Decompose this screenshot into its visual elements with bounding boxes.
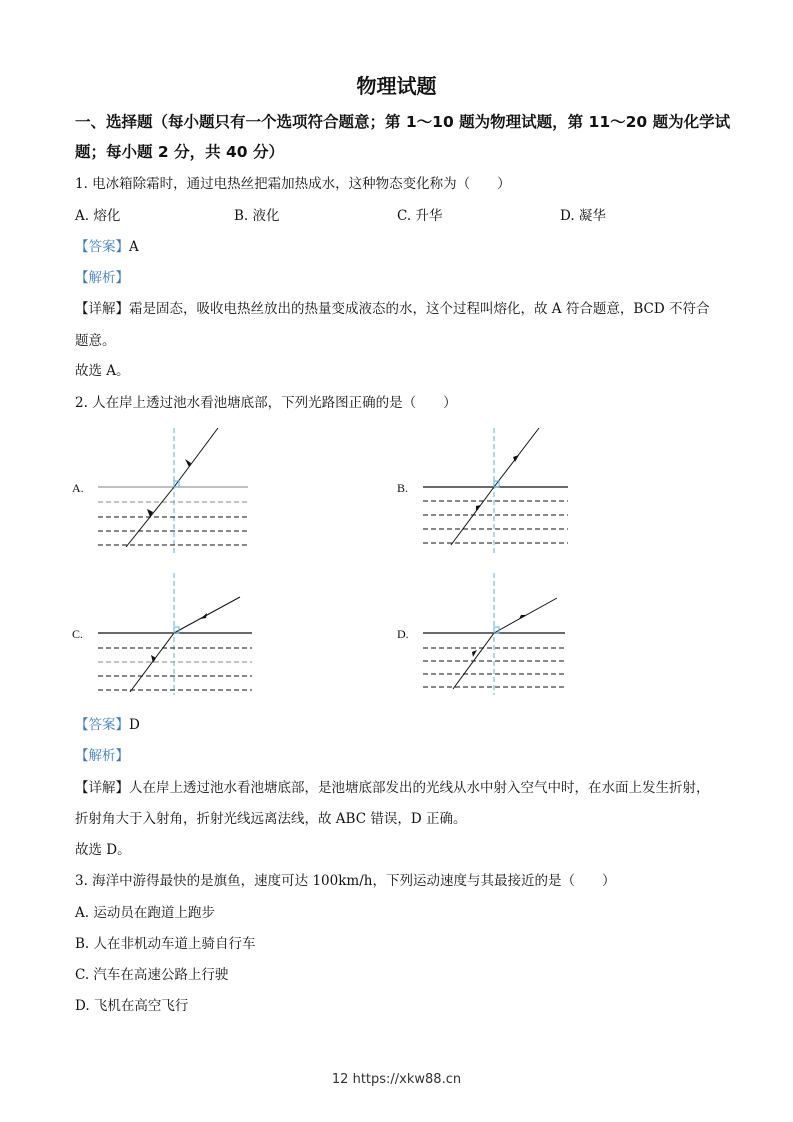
light-ray-water: [451, 487, 494, 545]
arrow-head: [147, 509, 153, 517]
diagram-c-label: C.: [72, 627, 84, 641]
q1-conclusion: 故选 A。: [75, 363, 130, 379]
diagram-d: [415, 570, 585, 700]
q3-option-d: D. 飞机在高空飞行: [75, 998, 189, 1014]
q2-stem: 2. 人在岸上透过池水看池塘底部，下列光路图正确的是（ ）: [75, 395, 457, 411]
q1-analysis-tag: 【解析】: [75, 270, 129, 286]
q2-detail-text: 人在岸上透过池水看池塘底部，是池塘底部发出的光线从水中射入空气中时，在水面上发生折射，: [129, 780, 710, 796]
q1-answer: A: [129, 239, 139, 255]
page-footer: 12 https://xkw88.cn: [331, 1072, 462, 1087]
q3-stem: 3. 海洋中游得最快的是旗鱼，速度可达 100km/h，下列运动速度与其最接近的是（ ）: [75, 873, 616, 889]
q1-option-d: D. 凝华: [560, 208, 606, 224]
q3-option-c: C. 汽车在高速公路上行驶: [75, 967, 229, 983]
q2-answer-row: [75, 713, 140, 733]
light-ray-air: [174, 428, 218, 487]
diagram-d-label: D.: [397, 627, 409, 641]
q3-option-b: B. 人在非机动车道上骑自行车: [75, 936, 256, 952]
q1-detail-line1: [75, 297, 709, 317]
page-title: 物理试题: [356, 74, 437, 98]
q2-answer-tag: 【答案】: [75, 717, 129, 733]
q2-answer: D: [129, 717, 140, 733]
diagram-b-label: B.: [397, 481, 409, 495]
q1-detail-text: 霜是固态，吸收电热丝放出的热量变成液态的水，这个过程叫熔化，故 A 符合题意，BCD 不符合: [129, 301, 710, 317]
light-ray-air: [494, 598, 557, 633]
diagram-c: [90, 570, 260, 700]
q1-option-a: A. 熔化: [75, 208, 121, 224]
light-ray-air: [174, 597, 240, 633]
q1-stem: 1. 电冰箱除霜时，通过电热丝把霜加热成水，这种物态变化称为（ ）: [75, 176, 511, 192]
q1-option-c: C. 升华: [397, 208, 443, 224]
q1-answer-row: [75, 235, 139, 255]
diagram-a: [90, 425, 260, 555]
q3-option-a: A. 运动员在跑道上跑步: [75, 905, 215, 921]
q2-detail-tag: 【详解】: [75, 780, 129, 796]
diagram-b: [415, 425, 585, 555]
section-heading-line2: 题；每小题 2 分，共 40 分）: [75, 143, 284, 161]
light-ray-water: [130, 633, 174, 692]
q2-analysis-tag: 【解析】: [75, 748, 129, 764]
q1-detail-line2: 题意。: [75, 333, 116, 349]
q1-detail-tag: 【详解】: [75, 301, 129, 317]
q2-detail-line2: 折射角大于入射角，折射光线远离法线，故 ABC 错误，D 正确。: [75, 811, 467, 827]
q1-option-b: B. 液化: [234, 208, 280, 224]
q1-answer-tag: 【答案】: [75, 239, 129, 255]
diagram-a-label: A.: [72, 481, 84, 495]
q2-conclusion: 故选 D。: [75, 842, 131, 858]
section-heading-line1: 一、选择题（每小题只有一个选项符合题意；第 1～10 题为物理试题，第 11～20 题为化学试: [75, 113, 731, 131]
q2-detail-line1: [75, 776, 710, 796]
arrow-head: [472, 650, 477, 657]
